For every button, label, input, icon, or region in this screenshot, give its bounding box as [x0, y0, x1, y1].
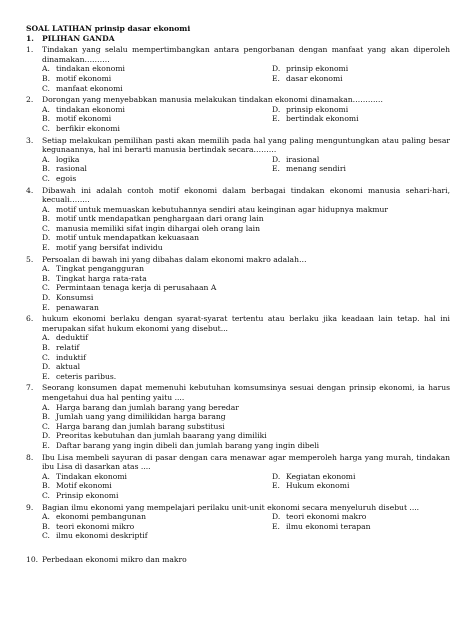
option-letter: D. [42, 233, 51, 243]
question-text: Bagian ilmu ekonomi yang mempelajari perilaku unit-unit ekonomi secara menyeluruh disebut .... [42, 502, 420, 512]
option-letter: E. [42, 440, 50, 450]
answer-option [42, 174, 272, 184]
option-text: ceteris paribus. [56, 371, 117, 381]
answer-option [42, 105, 272, 115]
question-number: 8. [26, 452, 34, 462]
question-item [26, 136, 450, 184]
answer-option [42, 293, 450, 303]
question-row [26, 45, 450, 64]
option-text: tindakan ekonomi [56, 64, 125, 74]
answer-option [42, 124, 272, 134]
answer-option [42, 243, 450, 253]
option-letter: B. [42, 164, 50, 174]
question-text: Dibawah ini adalah contoh motif ekonomi dalam berbagai tindakan ekonomi manusia sehari-hari, kecuali…….. [42, 185, 450, 205]
question-number: 9. [26, 502, 34, 512]
option-text: Konsumsi [56, 293, 94, 303]
option-letter: E. [42, 371, 50, 381]
option-text: Tingkat harga rata-rata [56, 273, 147, 283]
option-text: Tindakan ekonomi [56, 471, 127, 481]
option-text: teori ekonomi mikro [56, 521, 135, 531]
option-letter: B. [42, 214, 50, 224]
answer-option [42, 303, 450, 313]
question-text: Dorongan yang menyebabkan manusia melakukan tindakan ekonomi dinamakan………… [42, 95, 384, 105]
question-text: Setiap melakukan pemilihan pasti akan memilih pada hal yang paling menguntungkan atau paling besar kegunaannya, hal ini berarti manusia bertindak secara……… [42, 135, 450, 155]
question-row [26, 383, 450, 402]
option-text: aktual [56, 362, 81, 372]
option-letter: A. [42, 333, 50, 343]
answer-option [42, 343, 450, 353]
option-letter: C. [42, 421, 50, 431]
answer-option [42, 481, 272, 491]
option-text: deduktif [56, 333, 88, 343]
option-list [42, 403, 450, 451]
option-letter: C. [42, 283, 50, 293]
option-text: rasional [56, 164, 87, 174]
answer-option [272, 155, 450, 165]
answer-option [42, 264, 450, 274]
question-item [26, 503, 450, 541]
option-text: motif untuk mendapatkan kekuasaan [56, 233, 200, 243]
document-title: SOAL LATIHAN prinsip dasar ekonomi [26, 24, 191, 33]
answer-option [42, 512, 272, 522]
question-row [26, 255, 450, 265]
option-text: Permintaan tenaga kerja di perusahaan A [56, 283, 217, 293]
question-number: 10. [26, 554, 39, 564]
option-text: ilmu ekonomi deskriptif [56, 531, 148, 541]
question-text: Ibu Lisa membeli sayuran di pasar dengan cara menawar agar memperoleh harga yang murah, tindakan ibu Lisa di dasarkan atas .... [42, 452, 450, 472]
option-text: motif ekonomi [56, 73, 112, 83]
option-letter: A. [42, 204, 50, 214]
option-letter: E. [272, 73, 280, 83]
option-letter: B. [42, 412, 50, 422]
answer-option [42, 441, 450, 451]
option-letter: C. [42, 352, 50, 362]
question-item [26, 453, 450, 501]
option-text: berfikir ekonomi [56, 123, 120, 133]
option-letter: D. [272, 471, 281, 481]
question-number: 2. [26, 95, 34, 105]
option-letter: B. [42, 343, 50, 352]
question-number: 1. [26, 45, 34, 55]
answer-option [272, 74, 450, 84]
option-text: egois [56, 173, 77, 183]
option-text: Motif ekonomi [56, 481, 112, 491]
question-number: 7. [26, 383, 34, 393]
option-text: menang sendiri [286, 164, 346, 174]
option-letter: C. [42, 173, 50, 183]
answer-option [42, 412, 450, 422]
option-text: motif yang bersifat individu [56, 243, 163, 253]
question-row [26, 314, 450, 333]
answer-option [272, 105, 450, 115]
answer-option [42, 233, 450, 243]
option-letter: D. [272, 64, 281, 74]
option-letter: B. [42, 481, 50, 491]
option-text: Harga barang dan jumlah barang substitusi [56, 421, 225, 431]
option-text: Daftar barang yang ingin dibeli dan jumlah barang yang ingin dibeli [56, 440, 320, 450]
question-item [26, 95, 450, 133]
option-list [42, 264, 450, 312]
question-text: Seorang konsumen dapat memenuhi kebutuhan komsumsinya sesuai dengan prinsip ekonomi, ia harus mengetahui dua hal penting yaitu .... [42, 383, 450, 402]
option-text: ilmu ekonomi terapan [286, 521, 371, 531]
answer-option [42, 84, 272, 94]
option-text: prinsip ekonomi [286, 104, 349, 114]
answer-option [42, 164, 272, 174]
answer-option [272, 64, 450, 74]
option-letter: B. [42, 73, 50, 83]
answer-option [272, 114, 450, 124]
option-letter: A. [42, 104, 50, 114]
option-text: dasar ekonomi [286, 73, 343, 83]
option-letter: D. [42, 362, 51, 372]
option-text: motif ekonomi [56, 114, 112, 124]
option-letter: D. [42, 293, 51, 303]
option-grid [42, 105, 450, 134]
answer-option [42, 274, 450, 284]
answer-option [272, 512, 450, 522]
option-letter: C. [42, 123, 50, 133]
section-number: 1. [26, 33, 34, 43]
option-letter: C. [42, 83, 50, 93]
answer-option [42, 431, 450, 441]
option-letter: C. [42, 223, 50, 233]
option-grid [42, 64, 450, 93]
answer-option [42, 531, 272, 541]
option-letter: A. [42, 512, 50, 522]
question-number: 4. [26, 185, 34, 195]
answer-option [272, 522, 450, 532]
option-text: ekonomi pembangunan [56, 512, 147, 522]
question-text: Persoalan di bawah ini yang dibahas dalam ekonomi makro adalah… [42, 254, 307, 264]
option-text: motif untuk memuaskan kebutuhannya sendiri atau keinginan agar hidupnya makmur [56, 204, 389, 214]
answer-option [42, 214, 450, 224]
option-letter: A. [42, 154, 50, 164]
option-letter: D. [272, 512, 281, 522]
question-number: 5. [26, 254, 34, 264]
question-row [26, 555, 450, 565]
option-letter: E. [42, 302, 50, 312]
option-text: Hukum ekonomi [286, 481, 350, 491]
question-number: 3. [26, 135, 34, 145]
answer-option [42, 522, 272, 532]
option-list [42, 333, 450, 381]
option-text: irasional [286, 154, 320, 164]
answer-option [42, 362, 450, 372]
answer-option [42, 155, 272, 165]
question-number: 6. [26, 314, 34, 324]
option-text: Kegiatan ekonomi [286, 471, 356, 481]
question-item [26, 186, 450, 253]
answer-option [42, 372, 450, 382]
option-text: logika [56, 154, 80, 164]
section-heading [26, 34, 450, 44]
option-text: Harga barang dan jumlah barang yang beredar [56, 402, 239, 412]
answer-option [42, 64, 272, 74]
option-letter: A. [42, 64, 50, 74]
option-letter: A. [42, 402, 50, 412]
answer-option [42, 333, 450, 343]
option-letter: A. [42, 264, 50, 274]
question-row [26, 186, 450, 205]
option-letter: E. [272, 114, 280, 124]
option-letter: A. [42, 471, 50, 481]
option-text: prinsip ekonomi [286, 64, 349, 74]
option-text: induktif [56, 352, 86, 362]
option-text: bertindak ekonomi [286, 114, 359, 124]
option-grid [42, 512, 450, 541]
question-row [26, 453, 450, 472]
option-letter: D. [42, 431, 51, 441]
answer-option [42, 422, 450, 432]
option-text: Preoritas kebutuhan dan jumlah baarang yang dimiliki [56, 431, 267, 441]
option-letter: C. [42, 490, 50, 500]
option-text: Jumlah uang yang dimilikidan harga barang [56, 412, 226, 422]
option-grid [42, 472, 450, 501]
option-text: Tingkat pengangguran [56, 264, 145, 274]
answer-option [42, 74, 272, 84]
question-item [26, 555, 450, 565]
option-letter: C. [42, 531, 50, 541]
option-letter: E. [272, 164, 280, 174]
answer-option [42, 205, 450, 215]
answer-option [42, 283, 450, 293]
question-row [26, 136, 450, 155]
option-letter: D. [272, 104, 281, 114]
question-item [26, 314, 450, 381]
option-text: motif untk mendapatkan penghargaan dari orang lain [56, 214, 264, 224]
option-text: teori ekonomi makro [286, 512, 367, 522]
option-text: penawaran [56, 302, 99, 312]
answer-option [42, 403, 450, 413]
question-list [26, 45, 450, 564]
question-item [26, 383, 450, 450]
option-grid [42, 155, 450, 184]
question-row [26, 503, 450, 513]
answer-option [42, 224, 450, 234]
answer-option [42, 491, 272, 501]
answer-option [42, 353, 450, 363]
question-item [26, 255, 450, 313]
answer-option [42, 472, 272, 482]
answer-option [272, 481, 450, 491]
section-label: PILIHAN GANDA [42, 33, 115, 43]
answer-option [272, 472, 450, 482]
option-text: Prinsip ekonomi [56, 490, 119, 500]
option-letter: E. [272, 521, 280, 531]
question-gap [26, 541, 450, 553]
answer-option [42, 114, 272, 124]
option-list [42, 205, 450, 253]
option-text: tindakan ekonomi [56, 104, 125, 114]
option-letter: B. [42, 273, 50, 283]
option-letter: D. [272, 154, 281, 164]
question-text: hukum ekonomi berlaku dengan syarat-syarat tertentu atau berlaku jika keadaan lain tetap. hal ini merupakan sifat hukum ekonomi yang disebut... [42, 314, 450, 333]
option-letter: E. [42, 243, 50, 253]
option-text: manfaat ekonomi [56, 83, 123, 93]
option-letter: E. [272, 481, 280, 491]
option-letter: B. [42, 521, 50, 531]
question-text: Tindakan yang selalu mempertimbangkan antara pengorbanan dengan manfaat yang akan diperoleh dinamakan………. [42, 45, 450, 64]
question-row [26, 95, 450, 105]
option-text: relatif [56, 343, 80, 352]
question-item [26, 45, 450, 93]
answer-option [272, 164, 450, 174]
question-text: Perbedaan ekonomi mikro dan makro [42, 554, 187, 564]
option-letter: B. [42, 114, 50, 124]
option-text: manusia memiliki sifat ingin dihargai oleh orang lain [56, 223, 260, 233]
